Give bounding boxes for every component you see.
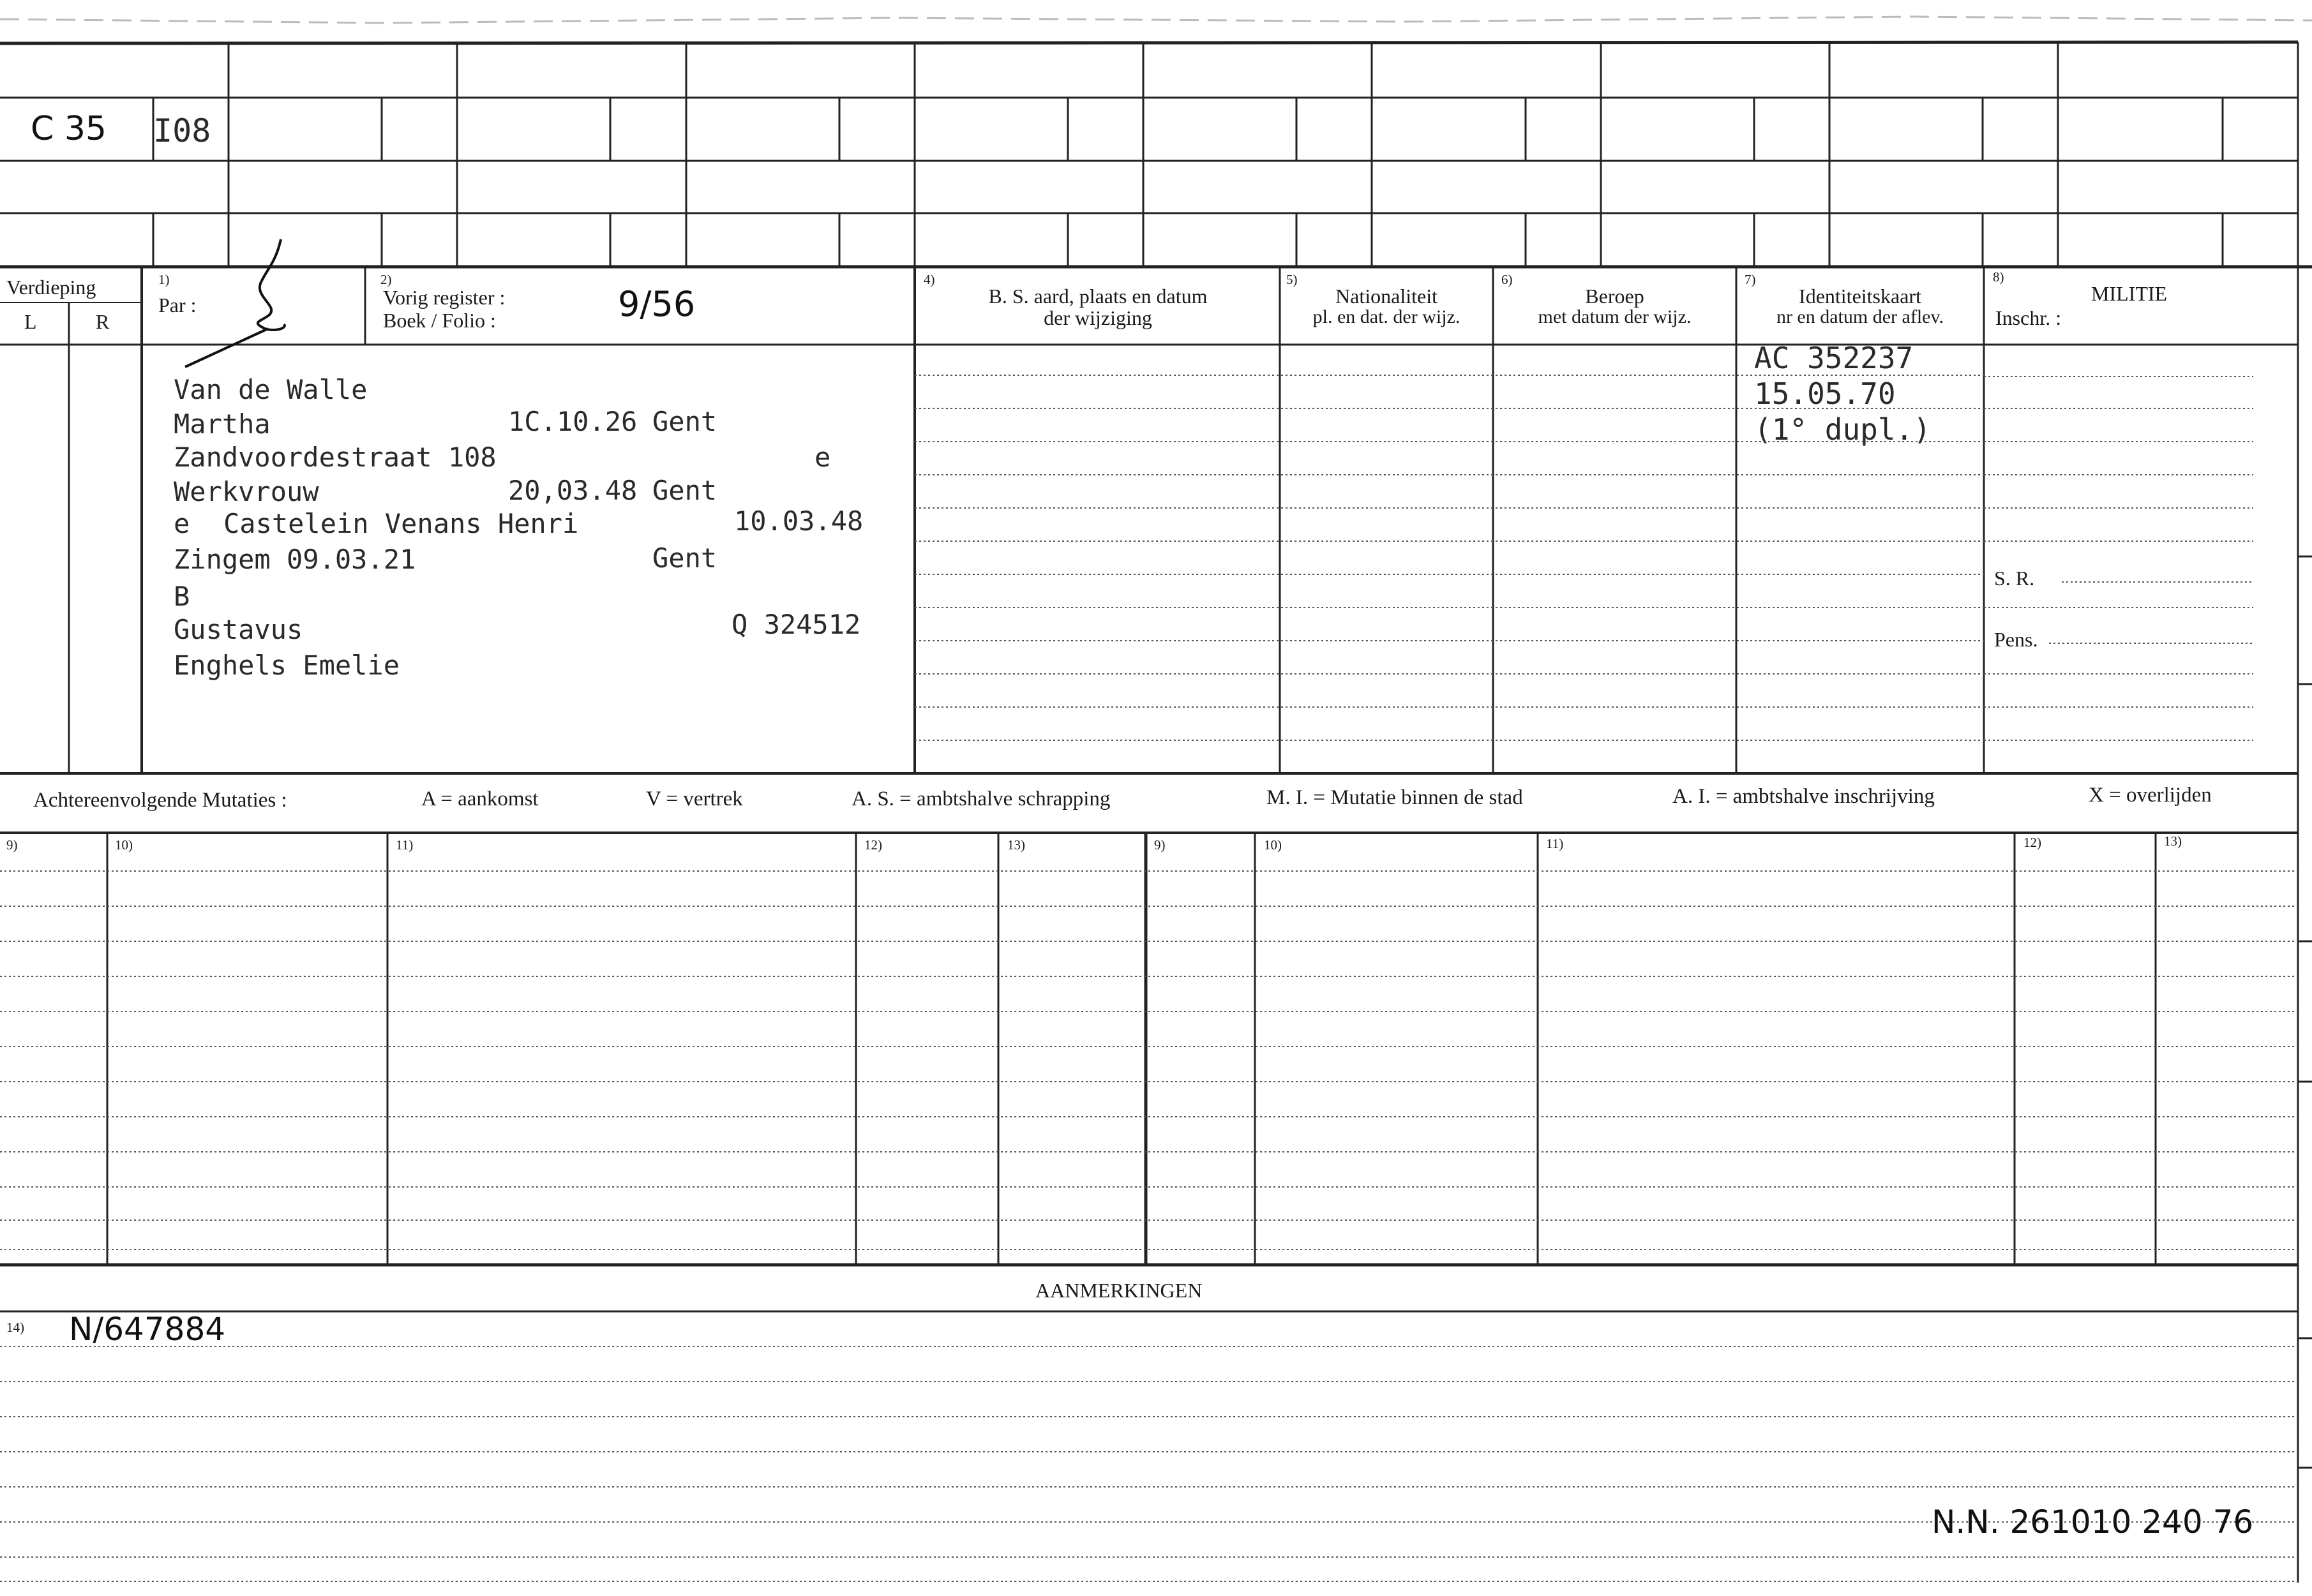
code-prefix: C 35 (31, 110, 107, 148)
mother-name: Enghels Emelie (174, 650, 400, 681)
spouse-place: Gent (652, 542, 717, 574)
col8-number: 8) (1993, 269, 2004, 285)
firstname: Martha (174, 408, 271, 440)
mut-col-12b: 12) (2023, 835, 2041, 850)
col5-subtitle: pl. en dat. der wijz. (1312, 306, 1460, 327)
col6-subtitle: met datum der wijz. (1538, 306, 1692, 327)
marriage-date: 10.03.48 (734, 505, 864, 537)
col7-subtitle: nr en datum der aflev. (1776, 306, 1944, 327)
legend-departure: V = vertrek (646, 787, 743, 810)
verdieping-r: R (96, 310, 110, 333)
spouse-prefix: e (174, 508, 190, 539)
remarks-number: 14) (6, 1320, 24, 1335)
mut-col-10: 10) (115, 837, 133, 853)
legend-death: X = overlijden (2089, 784, 2212, 807)
occupation-place: Gent (652, 475, 717, 506)
birth-date: 1C.10.26 (508, 406, 638, 437)
mut-col-13b: 13) (2164, 833, 2182, 849)
col2-number: 2) (380, 272, 392, 287)
legend-registration: A. I. = ambtshalve inschrijving (1672, 785, 1935, 808)
occupation-date: 20,03.48 (508, 475, 638, 506)
col5-title: Nationaliteit (1335, 285, 1437, 308)
col5-number: 5) (1286, 272, 1298, 287)
militie-title: MILITIE (2091, 282, 2168, 305)
vorig-register-label: Vorig register : (383, 286, 506, 309)
spouse-birth: Zingem 09.03.21 (174, 544, 416, 575)
remarks-value: N/647884 (69, 1311, 226, 1348)
code-number: I08 (153, 112, 211, 149)
occupation: Werkvrouw (174, 476, 319, 507)
col7-number: 7) (1745, 272, 1756, 287)
mut-col-11b: 11) (1546, 836, 1564, 851)
boek-folio-label: Boek / Folio : (383, 309, 496, 332)
mutations-title: Achtereenvolgende Mutaties : (33, 789, 287, 812)
id-card-date: 15.05.70 (1754, 377, 1896, 411)
birth-place: Gent (652, 406, 717, 437)
id-reference: Q 324512 (732, 609, 861, 640)
mut-col-11: 11) (396, 837, 414, 853)
col7-title: Identiteitskaart (1799, 285, 1921, 308)
id-card-note: (1° dupl.) (1754, 412, 1931, 447)
surname: Van de Walle (174, 374, 368, 405)
civil-status: B (174, 581, 190, 612)
spouse-name: Castelein Venans Henri (223, 508, 579, 539)
father-name: Gustavus (174, 614, 303, 645)
legend-removal: A. S. = ambtshalve schrapping (852, 787, 1111, 810)
pens-label: Pens. (1994, 628, 2038, 651)
mut-col-10b: 10) (1264, 837, 1282, 853)
inschr-label: Inschr. : (1995, 306, 2062, 329)
col4-number: 4) (924, 272, 935, 287)
col6-number: 6) (1501, 272, 1513, 287)
legend-internal-move: M. I. = Mutatie binnen de stad (1266, 786, 1523, 809)
col6-title: Beroep (1585, 285, 1644, 308)
national-number: N.N. 261010 240 76 (1932, 1503, 2254, 1540)
sr-label: S. R. (1994, 567, 2035, 590)
mut-col-12: 12) (864, 837, 882, 853)
mut-col-9: 9) (6, 837, 18, 853)
col1-number: 1) (158, 272, 170, 287)
col4-title: B. S. aard, plaats en datum (988, 285, 1208, 308)
boek-folio-value: 9/56 (618, 284, 696, 324)
mut-col-13: 13) (1007, 837, 1025, 853)
legend-arrival: A = aankomst (421, 787, 539, 810)
verdieping-label: Verdieping (6, 276, 96, 299)
remarks-title: AANMERKINGEN (1035, 1279, 1203, 1302)
par-label: Par : (158, 294, 197, 317)
col4-subtitle: der wijziging (1044, 306, 1152, 329)
address-note: e (814, 442, 831, 473)
verdieping-l: L (24, 310, 37, 333)
mut-col-9b: 9) (1154, 837, 1166, 853)
street-address: Zandvoordestraat 108 (174, 442, 497, 473)
id-card-number: AC 352237 (1754, 341, 1914, 375)
